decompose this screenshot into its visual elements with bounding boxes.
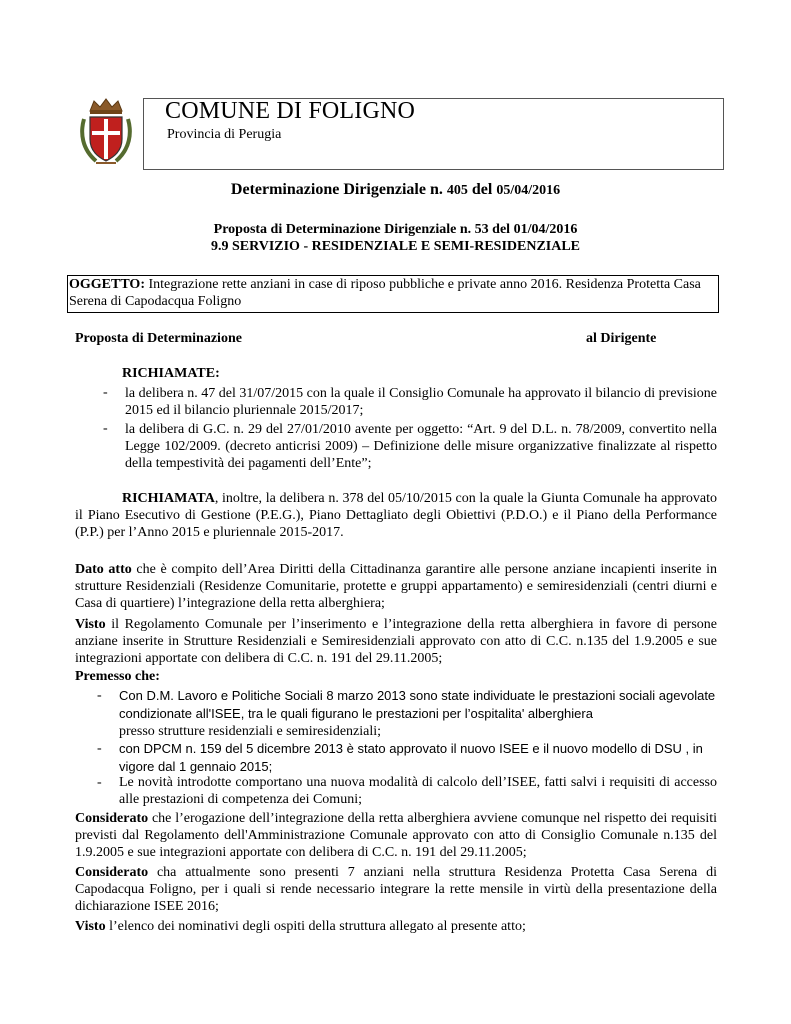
- oggetto-label: OGGETTO:: [69, 277, 145, 292]
- premesso-item-3: Le novità introdotte comportano una nuova modalità di calcolo dell’ISEE, fatti salvi i requisiti di accesso alle prestazioni di competenza dei Comuni;: [119, 775, 717, 807]
- richiamate-heading: RICHIAMATE:: [122, 366, 220, 381]
- considerato-bold-1: Considerato: [75, 811, 149, 826]
- richiamata-text: , inoltre, la delibera n. 378 del 05/10/2015 con la quale la Giunta Comunale ha approvato il Piano Esecutivo di Gestione (P.E.G.), Piano Dettagliato degli Obiettivi (P.D.O.) e il Piano della Performance (P.P.) per l’Anno 2015 e pluriennale 2015-2017.: [75, 491, 717, 540]
- proposta-line-2: 9.9 SERVIZIO - RESIDENZIALE E SEMI-RESIDENZIALE: [210, 239, 581, 254]
- visto-paragraph-2: [75, 918, 717, 935]
- bullet-dash: -: [97, 741, 102, 756]
- proposta-right-heading: al Dirigente: [586, 331, 657, 346]
- premesso-item-1-cont: presso strutture residenziali e semiresidenziali;: [119, 724, 382, 739]
- determinazione-label: Determinazione Dirigenziale n.: [230, 181, 443, 198]
- considerato-paragraph-2: [75, 864, 717, 915]
- visto-paragraph-1: [75, 616, 717, 667]
- premesso-item-2: con DPCM n. 159 del 5 dicembre 2013 è stato approvato il nuovo ISEE e il nuovo modello di DSU , in vigore dal 1 gennaio 2015;: [119, 741, 703, 774]
- proposta-heading: [0, 221, 791, 255]
- richiamate-item-1: la delibera n. 47 del 31/07/2015 con la quale il Consiglio Comunale ha approvato il bilancio di previsione 2015 ed il bilancio pluriennale 2015/2017;: [125, 386, 717, 418]
- visto-bold-1: Visto: [75, 617, 106, 632]
- bullet-dash: -: [97, 775, 102, 790]
- oggetto-text: Integrazione rette anziani in case di riposo pubbliche e private anno 2016. Residenza Protetta Casa Serena di Capodacqua Foligno: [69, 277, 701, 309]
- visto-text-2: l’elenco dei nominativi degli ospiti della struttura allegato al presente atto;: [105, 919, 526, 934]
- comune-title: COMUNE DI FOLIGNO: [165, 98, 416, 124]
- considerato-bold-2: Considerato: [75, 865, 149, 880]
- comune-coat-of-arms-logo: [78, 97, 134, 169]
- dato-atto-text: che è compito dell’Area Diritti della Cittadinanza garantire alle persone anziane incapienti inserite in strutture Residenziali (Residenze Comunitarie, protette e gruppi appartamento) e semiresidenziali (centri diurni e Casa di quartiere) l’integrazione della retta alberghiera;: [75, 562, 717, 611]
- determinazione-number: 405: [446, 183, 468, 198]
- bullet-dash: -: [103, 385, 108, 400]
- richiamata-bold: RICHIAMATA: [122, 491, 215, 506]
- determinazione-del: del: [471, 181, 493, 198]
- visto-bold-2: Visto: [75, 919, 106, 934]
- proposta-left-heading: Proposta di Determinazione: [75, 331, 242, 346]
- determinazione-title: [0, 181, 791, 199]
- visto-text-1: il Regolamento Comunale per l’inserimento e l’integrazione della retta alberghiera in favore di persone anziane inserite in Strutture Residenziali e Semiresidenziali approvato con atto di C.C. n.135 del 1.9.2005 e sue integrazioni apportate con delibera di C.C. n. 191 del 29.11.2005;: [75, 617, 717, 666]
- dato-atto-paragraph: [75, 561, 717, 612]
- considerato-text-2: cha attualmente sono presenti 7 anziani nella struttura Residenza Protetta Casa Serena di Capodacqua Foligno, per i quali si rende necessario integrare la rette mensile in virtù della presentazione della dichiarazione ISEE 2016;: [75, 865, 717, 914]
- proposta-line-1: Proposta di Determinazione Dirigenziale n. 53 del 01/04/2016: [213, 222, 578, 237]
- considerato-text-1: che l’erogazione dell’integrazione della retta alberghiera avviene comunque nel rispetto dei requisiti previsti dal Regolamento dell'Amministrazione Comunale approvato con atto di Consiglio Comunale n.135 del 1.9.2005 e sue integrazioni apportate con delibera di C.C. n. 191 del 29.11.2005;: [75, 811, 717, 860]
- bullet-dash: -: [97, 688, 102, 703]
- considerato-paragraph-1: [75, 810, 717, 861]
- provincia-subtitle: Provincia di Perugia: [167, 127, 282, 142]
- richiamata-paragraph: [75, 490, 717, 541]
- premesso-heading: Premesso che:: [75, 669, 160, 684]
- oggetto-box: [67, 275, 719, 313]
- determinazione-date: 05/04/2016: [496, 183, 561, 198]
- bullet-dash: -: [103, 421, 108, 436]
- header-divider: [143, 98, 144, 170]
- dato-atto-bold: Dato atto: [75, 562, 132, 577]
- premesso-item-1: Con D.M. Lavoro e Politiche Sociali 8 marzo 2013 sono state individuate le prestazioni sociali agevolate condizionate all'ISEE, tra le quali figurano le prestazioni per l’ospitalita' alberghiera: [119, 688, 716, 721]
- richiamate-item-2: la delibera di G.C. n. 29 del 27/01/2010 avente per oggetto: “Art. 9 del D.L. n. 78/2009, convertito nella Legge 102/2009. (decreto anticrisi 2009) – Definizione delle misure organizzative finalizzate al rispetto della tempestività dei pagamenti dell’Ente”;: [125, 422, 717, 471]
